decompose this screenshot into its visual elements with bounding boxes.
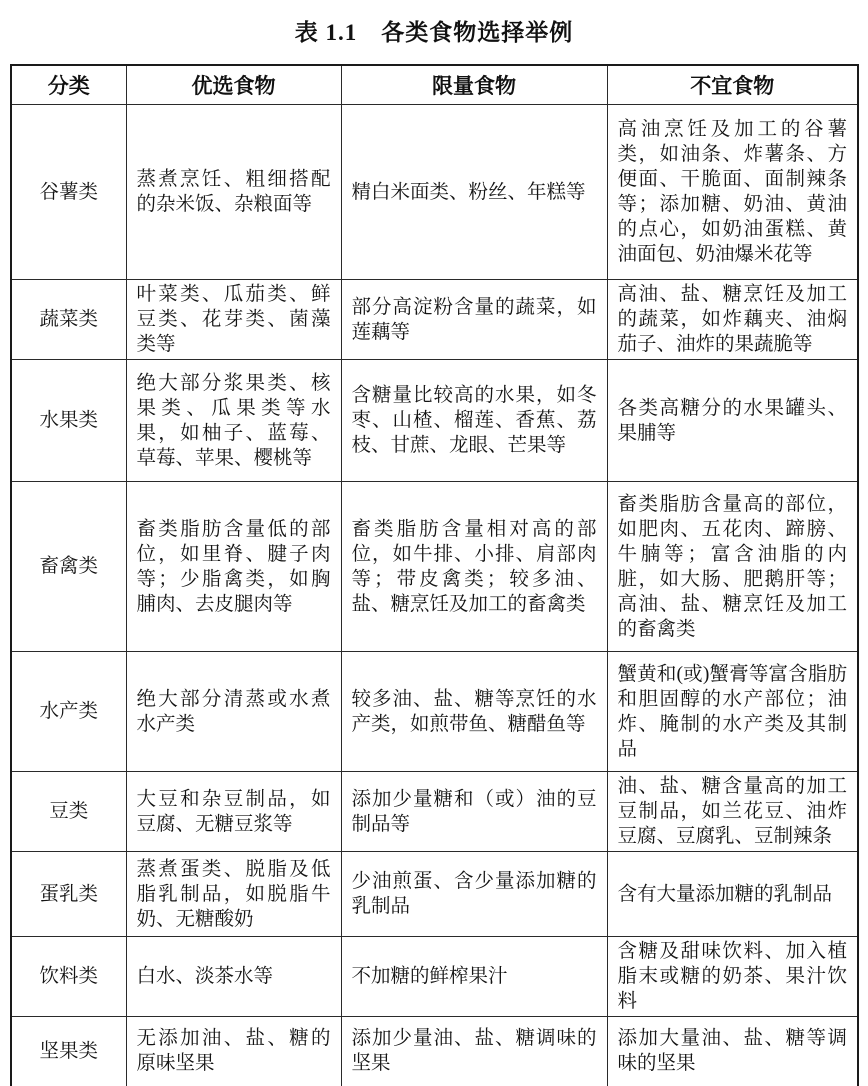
preferred-food-cell: 白水、淡茶水等	[126, 937, 341, 1017]
header-row	[11, 65, 858, 105]
category-cell: 豆类	[11, 772, 126, 852]
preferred-food-cell: 无添加油、盐、糖的原味坚果	[126, 1017, 341, 1086]
food-table-body	[11, 105, 858, 1086]
table-row	[11, 937, 858, 1017]
header-cell-avoid: 不宜食物	[607, 65, 858, 105]
avoid-food-cell: 畜类脂肪含量高的部位，如肥肉、五花肉、蹄膀、牛腩等；富含油脂的内脏，如大肠、肥鹅肝等；高油、盐、糖烹饪及加工的畜禽类	[607, 482, 858, 652]
category-cell: 蛋乳类	[11, 852, 126, 937]
category-cell: 水产类	[11, 652, 126, 772]
preferred-food-cell: 绝大部分浆果类、核果类、瓜果类等水果，如柚子、蓝莓、草莓、苹果、樱桃等	[126, 360, 341, 482]
limited-food-cell: 精白米面类、粉丝、年糕等	[341, 105, 607, 280]
category-cell: 蔬菜类	[11, 280, 126, 360]
preferred-food-cell: 大豆和杂豆制品，如豆腐、无糖豆浆等	[126, 772, 341, 852]
header-cell-preferred: 优选食物	[126, 65, 341, 105]
avoid-food-cell: 高油烹饪及加工的谷薯类，如油条、炸薯条、方便面、干脆面、面制辣条等；添加糖、奶油、黄油的点心，如奶油蛋糕、黄油面包、奶油爆米花等	[607, 105, 858, 280]
preferred-food-cell: 蒸煮烹饪、粗细搭配的杂米饭、杂粮面等	[126, 105, 341, 280]
table-row	[11, 482, 858, 652]
limited-food-cell: 少油煎蛋、含少量添加糖的乳制品	[341, 852, 607, 937]
preferred-food-cell: 蒸煮蛋类、脱脂及低脂乳制品，如脱脂牛奶、无糖酸奶	[126, 852, 341, 937]
table-row	[11, 360, 858, 482]
avoid-food-cell: 含有大量添加糖的乳制品	[607, 852, 858, 937]
avoid-food-cell: 各类高糖分的水果罐头、果脯等	[607, 360, 858, 482]
table-header	[11, 65, 858, 105]
table-row	[11, 280, 858, 360]
table-row	[11, 105, 858, 280]
table-row	[11, 1017, 858, 1086]
category-cell: 坚果类	[11, 1017, 126, 1086]
avoid-food-cell: 含糖及甜味饮料、加入植脂末或糖的奶茶、果汁饮料	[607, 937, 858, 1017]
table-row	[11, 772, 858, 852]
preferred-food-cell: 叶菜类、瓜茄类、鲜豆类、花芽类、菌藻类等	[126, 280, 341, 360]
avoid-food-cell: 添加大量油、盐、糖等调味的坚果	[607, 1017, 858, 1086]
category-cell: 谷薯类	[11, 105, 126, 280]
avoid-food-cell: 蟹黄和(或)蟹膏等富含脂肪和胆固醇的水产部位；油炸、腌制的水产类及其制品	[607, 652, 858, 772]
category-cell: 水果类	[11, 360, 126, 482]
preferred-food-cell: 绝大部分清蒸或水煮水产类	[126, 652, 341, 772]
limited-food-cell: 添加少量糖和（或）油的豆制品等	[341, 772, 607, 852]
limited-food-cell: 较多油、盐、糖等烹饪的水产类，如煎带鱼、糖醋鱼等	[341, 652, 607, 772]
limited-food-cell: 添加少量油、盐、糖调味的坚果	[341, 1017, 607, 1086]
header-cell-category: 分类	[11, 65, 126, 105]
preferred-food-cell: 畜类脂肪含量低的部位，如里脊、腱子肉等；少脂禽类，如胸脯肉、去皮腿肉等	[126, 482, 341, 652]
avoid-food-cell: 高油、盐、糖烹饪及加工的蔬菜，如炸藕夹、油焖茄子、油炸的果蔬脆等	[607, 280, 858, 360]
limited-food-cell: 部分高淀粉含量的蔬菜，如莲藕等	[341, 280, 607, 360]
table-row	[11, 652, 858, 772]
limited-food-cell: 畜类脂肪含量相对高的部位，如牛排、小排、肩部肉等；带皮禽类；较多油、盐、糖烹饪及加工的畜禽类	[341, 482, 607, 652]
limited-food-cell: 不加糖的鲜榨果汁	[341, 937, 607, 1017]
page-title: 表 1.1 各类食物选择举例	[294, 20, 574, 45]
header-cell-limited: 限量食物	[341, 65, 607, 105]
food-selection-table	[10, 64, 859, 1086]
category-cell: 畜禽类	[11, 482, 126, 652]
limited-food-cell: 含糖量比较高的水果，如冬枣、山楂、榴莲、香蕉、荔枝、甘蔗、龙眼、芒果等	[341, 360, 607, 482]
table-row	[11, 852, 858, 937]
category-cell: 饮料类	[11, 937, 126, 1017]
avoid-food-cell: 油、盐、糖含量高的加工豆制品，如兰花豆、油炸豆腐、豆腐乳、豆制辣条	[607, 772, 858, 852]
